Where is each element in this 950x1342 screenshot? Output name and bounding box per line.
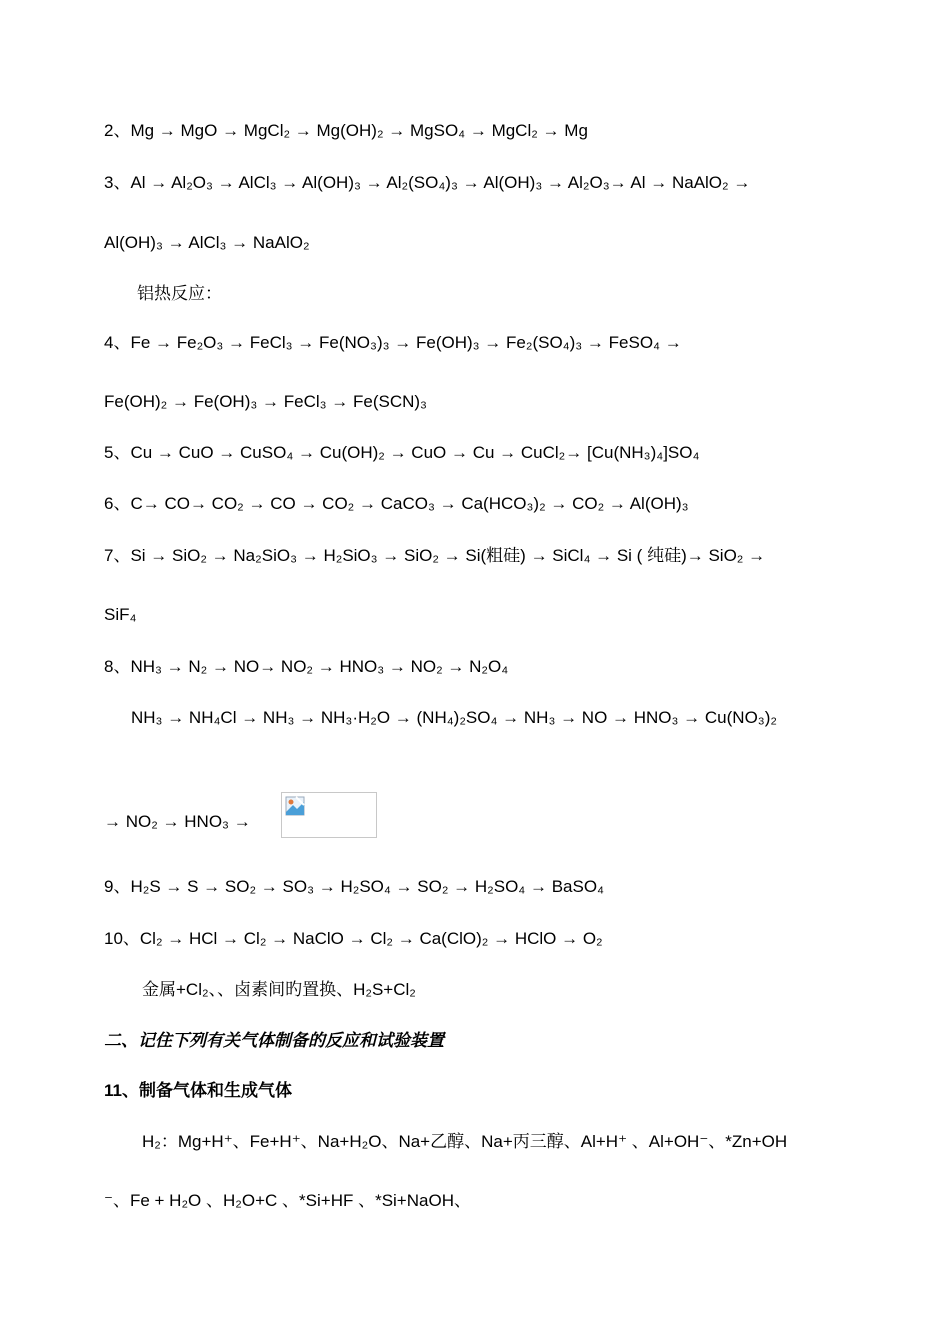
line-al-chain-cont: Al(OH)₃ → AlCl₃ → NaAlO₂ [104,233,310,252]
line-si-chain-cont: SiF₄ [104,605,137,624]
image-placeholder [281,792,377,838]
line-cl-note: 金属+Cl₂、、卤素间旳置换、H₂S+Cl₂ [142,980,416,999]
line-h2-sources: H₂：Mg+H⁺、Fe+H⁺、Na+H₂O、Na+乙醇、Na+丙三醇、Al+H⁺ 、Al+OH⁻、*Zn+OH [142,1132,788,1151]
line-no2-chain: → NO₂ → HNO₃ → [104,812,251,831]
subsection-heading: 11、制备气体和生成气体 [104,1081,292,1100]
line-cl-chain: 10、Cl₂ → HCl → Cl₂ → NaClO → Cl₂ → Ca(ClO)₂ → HClO → O₂ [104,929,603,948]
line-al-chain: 3、Al → Al₂O₃ → AlCl₃ → Al(OH)₃ → Al₂(SO₄)₃ → Al(OH)₃ → Al₂O₃→ Al → NaAlO₂ → [104,173,751,192]
line-c-chain: 6、C→ CO→ CO₂ → CO → CO₂ → CaCO₃ → Ca(HCO₃)₂ → CO₂ → Al(OH)₃ [104,494,689,513]
line-nh3-chain: NH₃ → NH₄Cl → NH₃ → NH₃·H₂O → (NH₄)₂SO₄ → NH₃ → NO → HNO₃ → Cu(NO₃)₂ [131,708,777,727]
line-si-chain: 7、Si → SiO₂ → Na₂SiO₃ → H₂SiO₃ → SiO₂ → Si(粗硅) → SiCl₄ → Si ( 纯硅)→ SiO₂ → [104,546,766,565]
broken-image-icon [285,796,305,816]
line-thermite-label: 铝热反应： [137,284,222,303]
line-cu-chain: 5、Cu → CuO → CuSO₄ → Cu(OH)₂ → CuO → Cu → CuCl₂→ [Cu(NH₃)₄]SO₄ [104,443,700,462]
section-heading: 二、记住下列有关气体制备的反应和试验装置 [104,1031,444,1050]
line-n-chain: 8、NH₃ → N₂ → NO→ NO₂ → HNO₃ → NO₂ → N₂O₄ [104,657,509,676]
line-fe-chain: 4、Fe → Fe₂O₃ → FeCl₃ → Fe(NO₃)₃ → Fe(OH)₃ → Fe₂(SO₄)₃ → FeSO₄ → [104,333,682,352]
line-mg-chain: 2、Mg → MgO → MgCl₂ → Mg(OH)₂ → MgSO₄ → MgCl₂ → Mg [104,121,588,140]
line-fe-chain-cont: Fe(OH)₂ → Fe(OH)₃ → FeCl₃ → Fe(SCN)₃ [104,392,427,411]
line-s-chain: 9、H₂S → S → SO₂ → SO₃ → H₂SO₄ → SO₂ → H₂SO₄ → BaSO₄ [104,877,604,896]
line-h2-sources-cont: ⁻、Fe + H₂O 、H₂O+C 、*Si+HF 、*Si+NaOH、 [104,1191,471,1210]
